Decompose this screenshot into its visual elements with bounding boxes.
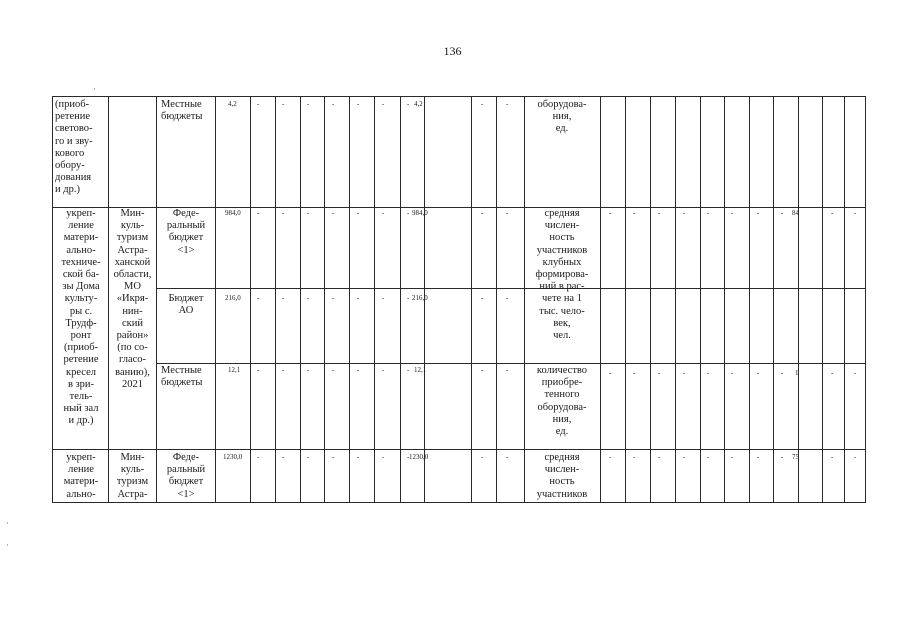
indicator-name: количество приобре- тенного оборудова- ния, ед.: [536, 365, 588, 438]
scan-mark: ·: [6, 540, 9, 550]
column-divider: [798, 97, 799, 502]
empty-dash: -: [282, 209, 285, 217]
column-divider: [773, 97, 774, 502]
column-divider: [349, 97, 350, 502]
empty-dash: -: [382, 453, 385, 461]
empty-dash: -: [382, 100, 385, 108]
empty-dash: -: [658, 209, 661, 217]
empty-dash: -: [307, 294, 310, 302]
scan-mark: ·: [93, 84, 96, 94]
empty-dash: -: [707, 369, 710, 377]
amount-2021: 1230,0: [409, 453, 429, 461]
empty-dash: -: [257, 294, 260, 302]
funding-source: Феде- ральный бюджет <1>: [166, 452, 206, 500]
empty-dash: -: [683, 453, 686, 461]
empty-dash: -: [332, 366, 335, 374]
funding-source: Местные бюджеты: [161, 365, 203, 389]
empty-dash: -: [332, 209, 335, 217]
column-divider: [400, 97, 401, 502]
empty-dash: -: [332, 453, 335, 461]
empty-dash: -: [357, 453, 360, 461]
empty-dash: -: [282, 294, 285, 302]
empty-dash: -: [257, 209, 260, 217]
empty-dash: -: [781, 209, 784, 217]
indicator-value: 75: [792, 453, 799, 461]
empty-dash: -: [658, 453, 661, 461]
empty-dash: -: [307, 366, 310, 374]
empty-dash: -: [357, 294, 360, 302]
empty-dash: -: [683, 209, 686, 217]
empty-dash: -: [282, 453, 285, 461]
funding-source: Бюджет АО: [168, 293, 204, 317]
empty-dash: -: [357, 100, 360, 108]
document-sheet: [52, 96, 866, 503]
empty-dash: -: [506, 294, 509, 302]
event-cell: (приоб- ретение светово- го и зву- кового обору- дования и др.): [55, 99, 93, 196]
empty-dash: -: [257, 453, 260, 461]
empty-dash: -: [481, 294, 484, 302]
funding-source: Местные бюджеты: [161, 99, 203, 123]
row-divider: [156, 288, 865, 289]
empty-dash: -: [481, 453, 484, 461]
empty-dash: -: [633, 453, 636, 461]
empty-dash: -: [831, 209, 834, 217]
indicator-value: 84: [792, 209, 799, 217]
event-cell: укреп- ление матери- ально- техниче- ской ба- зы Дома культу- ры с. Трудф- ронт (приоб- ретение кресел в зри- тель- ный зал и др.): [61, 208, 101, 427]
column-divider: [215, 97, 216, 502]
empty-dash: -: [382, 294, 385, 302]
empty-dash: -: [357, 209, 360, 217]
column-divider: [374, 97, 375, 502]
amount-total: 1230,0: [223, 453, 243, 461]
empty-dash: -: [407, 209, 410, 217]
empty-dash: -: [257, 100, 260, 108]
empty-dash: -: [506, 453, 509, 461]
empty-dash: -: [307, 100, 310, 108]
column-divider: [724, 97, 725, 502]
page-number: 136: [443, 44, 462, 58]
column-divider: [749, 97, 750, 502]
indicator-name: оборудова- ния, ед.: [537, 99, 587, 135]
empty-dash: -: [731, 453, 734, 461]
empty-dash: -: [854, 209, 857, 217]
empty-dash: -: [407, 366, 410, 374]
empty-dash: -: [257, 366, 260, 374]
column-divider: [524, 97, 525, 502]
column-divider: [822, 97, 823, 502]
column-divider: [844, 97, 845, 502]
empty-dash: -: [382, 366, 385, 374]
empty-dash: -: [781, 369, 784, 377]
row-divider: [156, 363, 865, 364]
empty-dash: -: [609, 369, 612, 377]
empty-dash: -: [481, 100, 484, 108]
empty-dash: -: [481, 209, 484, 217]
column-divider: [300, 97, 301, 502]
amount-2021: 216,0: [412, 294, 428, 302]
empty-dash: -: [506, 209, 509, 217]
empty-dash: -: [658, 369, 661, 377]
empty-dash: -: [407, 100, 410, 108]
column-divider: [250, 97, 251, 502]
empty-dash: -: [831, 369, 834, 377]
empty-dash: -: [731, 369, 734, 377]
column-divider: [324, 97, 325, 502]
scan-mark: ·: [6, 518, 9, 528]
amount-total: 12,1: [228, 366, 241, 374]
column-divider: [471, 97, 472, 502]
indicator-name: средняя числен- ность участников: [536, 452, 588, 500]
empty-dash: -: [307, 209, 310, 217]
amount-total: 216,0: [225, 294, 241, 302]
empty-dash: -: [282, 366, 285, 374]
column-divider: [675, 97, 676, 502]
row-divider: [53, 449, 865, 450]
empty-dash: -: [506, 366, 509, 374]
amount-2021: 984,0: [412, 209, 428, 217]
empty-dash: -: [481, 366, 484, 374]
executor-cell: Мин- куль- туризм Астра- ханской области, МО «Икря- нин- ский район» (по со- гласо- ванию), 2021: [113, 208, 152, 390]
empty-dash: -: [707, 209, 710, 217]
empty-dash: -: [633, 369, 636, 377]
empty-dash: -: [831, 453, 834, 461]
funding-source: Феде- ральный бюджет <1>: [166, 208, 206, 256]
empty-dash: -: [332, 294, 335, 302]
column-divider: [700, 97, 701, 502]
empty-dash: -: [757, 369, 760, 377]
empty-dash: -: [609, 453, 612, 461]
indicator-value: 1: [795, 369, 799, 377]
amount-2021: 4,2: [414, 100, 423, 108]
executor-cell: Мин- куль- туризм Астра-: [116, 452, 149, 500]
column-divider: [424, 97, 425, 502]
column-divider: [650, 97, 651, 502]
amount-total: 4,2: [228, 100, 237, 108]
column-divider: [496, 97, 497, 502]
empty-dash: -: [332, 100, 335, 108]
indicator-name: средняя числен- ность участников клубных формирова- ний в рас- чете на 1 тыс. чело- век, чел.: [535, 208, 589, 342]
column-divider: [600, 97, 601, 502]
empty-dash: -: [854, 369, 857, 377]
column-divider: [625, 97, 626, 502]
empty-dash: -: [633, 209, 636, 217]
empty-dash: -: [757, 453, 760, 461]
empty-dash: -: [506, 100, 509, 108]
empty-dash: -: [854, 453, 857, 461]
empty-dash: -: [407, 294, 410, 302]
event-cell: укреп- ление матери- ально-: [63, 452, 99, 500]
empty-dash: -: [357, 366, 360, 374]
amount-2021: 12,1: [414, 366, 427, 374]
column-divider: [275, 97, 276, 502]
empty-dash: -: [707, 453, 710, 461]
amount-total: 984,0: [225, 209, 241, 217]
empty-dash: -: [683, 369, 686, 377]
empty-dash: -: [757, 209, 760, 217]
empty-dash: -: [609, 209, 612, 217]
empty-dash: -: [307, 453, 310, 461]
empty-dash: -: [731, 209, 734, 217]
empty-dash: -: [781, 453, 784, 461]
empty-dash: -: [282, 100, 285, 108]
empty-dash: -: [382, 209, 385, 217]
empty-dash: -: [407, 453, 410, 461]
